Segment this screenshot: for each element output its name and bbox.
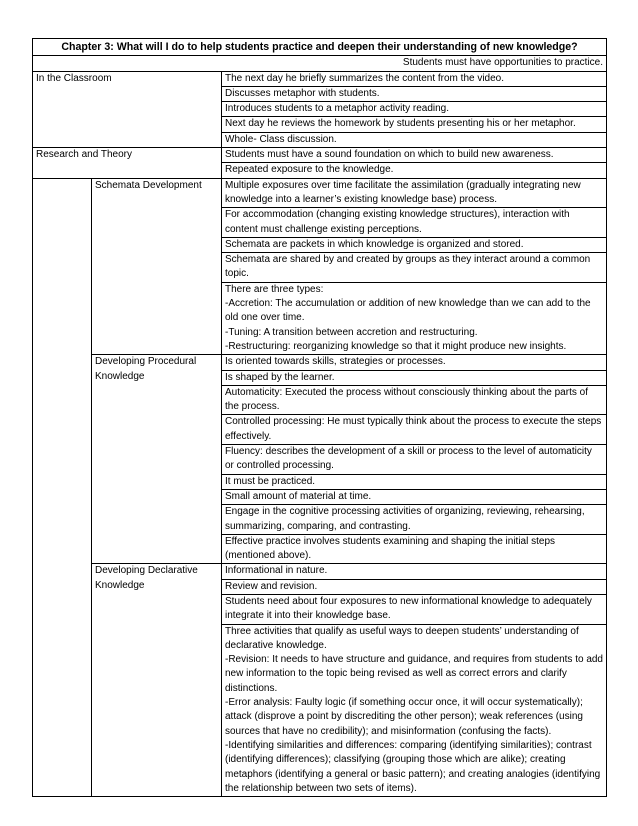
text-line: -Revision: It needs to have structure and guidance, and requires from students to add new information to the topic being revised as well as correct errors and clarify distinctions. [225,654,603,694]
text-line: -Error analysis: Faulty logic (if something occur once, it will occur systematically); attack (disprove a point by discrediting the other person); weak references (using sources that have no credibility); and misinformation (confusing the facts). [225,697,583,737]
table-cell: Students must have a sound foundation on which to build new awareness. [222,148,607,163]
declarative-label: Developing Declarative Knowledge [92,564,222,797]
table-cell: Engage in the cognitive processing activities of organizing, reviewing, rehearsing, summarizing, comparing, and contrasting. [222,505,607,535]
schemata-label: Schemata Development [92,178,222,355]
table-cell: Informational in nature. [222,564,607,579]
table-cell: Automaticity: Executed the process without consciously thinking about the parts of the process. [222,385,607,415]
chapter-subtitle: Students must have opportunities to practice. [33,56,607,71]
table-row [33,178,607,208]
table-cell: Schemata are packets in which knowledge is organized and stored. [222,237,607,252]
table-cell: Is shaped by the learner. [222,370,607,385]
table-cell: Repeated exposure to the knowledge. [222,163,607,178]
table-cell: Students need about four exposures to new informational knowledge to adequately integrate it into their knowledge base. [222,594,607,624]
table-cell: Fluency: describes the development of a skill or process to the level of automaticity or controlled processing. [222,445,607,475]
declarative-activities-cell [222,624,607,797]
chapter-title: Chapter 3: What will I do to help students practice and deepen their understanding of new knowledge? [33,39,607,56]
title-row [33,39,607,56]
table-cell: Multiple exposures over time facilitate the assimilation (gradually integrating new knowledge into a learner’s existing knowledge base) process. [222,178,607,208]
table-cell: It must be practiced. [222,474,607,489]
text-line: -Accretion: The accumulation or addition of new knowledge than we can add to the old one over time. [225,298,591,324]
text-line: Three activities that qualify as useful ways to deepen students’ understanding of declarative knowledge. [225,625,579,651]
table-cell: Introduces students to a metaphor activity reading. [222,102,607,117]
table-cell: Controlled processing: He must typically think about the process to execute the steps effectively. [222,415,607,445]
table-cell: The next day he briefly summarizes the content from the video. [222,71,607,86]
text-line: -Identifying similarities and differences: comparing (identifying similarities); contrast (identifying differences); classifying (grouping those which are alike); creating metaphors (identifying a general or basic pattern); and creating analogies (identifying the relationship between two sets of items). [225,739,601,794]
table-cell: Schemata are shared by and created by groups as they interact around a common topic. [222,253,607,283]
table-row [33,71,607,86]
procedural-label: Developing Procedural Knowledge [92,355,222,564]
document-page [32,38,606,797]
table-cell: For accommodation (changing existing knowledge structures), interaction with content must challenge existing perceptions. [222,208,607,238]
table-row [33,355,607,370]
text-line: -Tuning: A transition between accretion and restructuring. [225,326,478,338]
table-row [33,564,607,579]
schemata-types-cell [222,282,607,354]
table-cell: Whole- Class discussion. [222,132,607,147]
indent-column [33,178,92,796]
table-row [33,148,607,163]
table-cell: Effective practice involves students examining and shaping the initial steps (mentioned above). [222,534,607,564]
notes-table [32,38,607,797]
table-cell: Next day he reviews the homework by students presenting his or her metaphor. [222,117,607,132]
table-cell: Review and revision. [222,579,607,594]
classroom-label: In the Classroom [33,71,222,147]
subtitle-row [33,56,607,71]
table-cell: Is oriented towards skills, strategies or processes. [222,355,607,370]
table-cell: Discusses metaphor with students. [222,86,607,101]
table-cell: Small amount of material at time. [222,489,607,504]
research-label: Research and Theory [33,148,222,179]
text-line: -Restructuring: reorganizing knowledge so that it might produce new insights. [225,340,567,352]
text-line: There are three types: [225,283,324,295]
